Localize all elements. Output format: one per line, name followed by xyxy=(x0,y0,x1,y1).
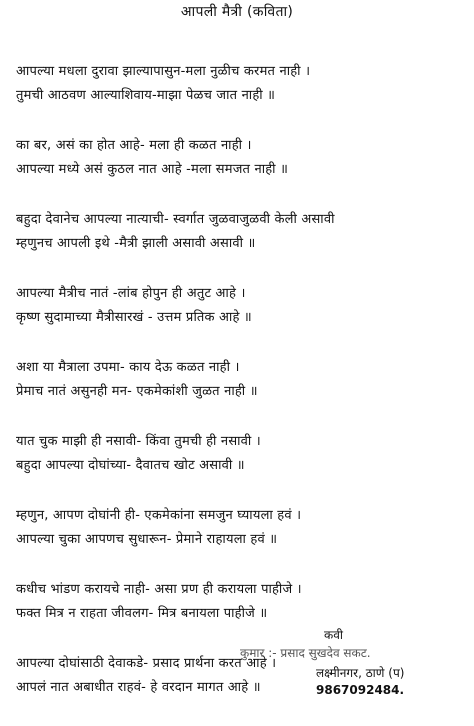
stanza xyxy=(16,504,466,552)
poem-line: बहुदा देवानेच आपल्या नात्याची- स्वर्गात जुळवाजुळवी केली असावी xyxy=(16,212,335,227)
poem-line: म्हणुनच आपली इथे -मैत्री झाली असावी असावी ॥ xyxy=(16,236,256,251)
poem-line: प्रेमाच नातं असुनही मन- एकमेकांशी जुळत नाही ॥ xyxy=(16,384,258,399)
poem-line: आपल्या मधला दुरावा झाल्यापासुन-मला नुळीच करमत नाही । xyxy=(16,64,311,79)
poem-line: तुमची आठवण आल्याशिवाय-माझा पेळच जात नाही ॥ xyxy=(16,88,276,103)
poem-line: आपल्या मध्ये असं कुठल नात आहे -मला समजत नाही ॥ xyxy=(16,162,289,177)
poet-label: कवी xyxy=(324,628,343,642)
stanza xyxy=(16,208,466,256)
poem-line: आपल्या दोघांसाठी देवाकडे- प्रसाद प्रार्थना करत आहे । xyxy=(16,656,277,671)
stanza xyxy=(16,134,466,182)
poem-line: आपल्या मैत्रीच नातं -लांब होपुन ही अतुट आहे । xyxy=(16,286,246,301)
poem-line: अशा या मैत्राला उपमा- काय देऊ कळत नाही । xyxy=(16,360,240,375)
poet-name: कुमार :- प्रसाद सुखदेव सकट. xyxy=(240,646,371,660)
stanza xyxy=(16,430,466,478)
poem-line: आपल्या चुका आपणच सुधारून- प्रेमाने राहायला हवं ॥ xyxy=(16,532,278,547)
poem-line: आपलं नात अबाधीत राहवं- हे वरदान मागत आहे ॥ xyxy=(16,680,261,695)
poet-address: लक्ष्मीनगर, ठाणे (प) xyxy=(316,666,405,680)
poem-body xyxy=(16,60,466,726)
stanza xyxy=(16,60,466,108)
poem-line: म्हणुन, आपण दोघांनी ही- एकमेकांना समजुन घ्यायला हवं । xyxy=(16,508,302,523)
stanza xyxy=(16,282,466,330)
poem-line: कधीच भांडण करायचे नाही- असा प्रण ही करायला पाहीजे । xyxy=(16,582,302,597)
poem-line: का बर, असं का होत आहे- मला ही कळत नाही । xyxy=(16,138,252,153)
poem-line: फक्त मित्र न राहता जीवलग- मित्र बनायला पाहीजे ॥ xyxy=(16,606,268,621)
stanza xyxy=(16,356,466,404)
poet-phone: 9867092484. xyxy=(316,683,405,697)
poem-line: बहुदा आपल्या दोघांच्या- दैवातच खोट असावी ॥ xyxy=(16,458,245,473)
stanza xyxy=(16,578,466,626)
poem-line: यात चुक माझी ही नसावी- किंवा तुमची ही नसावी । xyxy=(16,434,261,449)
poem-title: आपली मैत्री (कविता) xyxy=(180,4,294,20)
poem-line: कृष्ण सुदामाच्या मैत्रीसारखं - उत्तम प्रतिक आहे ॥ xyxy=(16,310,252,325)
